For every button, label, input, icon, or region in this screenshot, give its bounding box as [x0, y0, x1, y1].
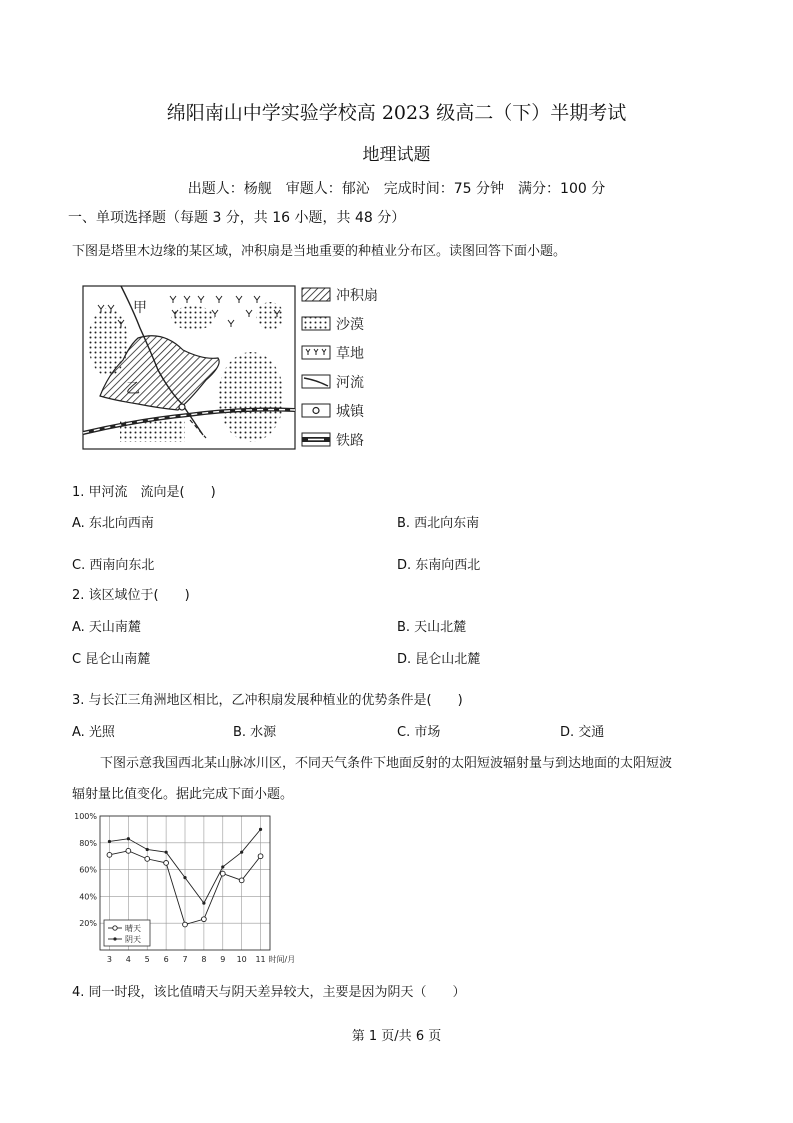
question-1-stem: 1. 甲河流 流向是( ) — [72, 485, 216, 500]
question-2-option-d[interactable]: D. 昆仑山北麓 — [397, 652, 481, 667]
x-tick-label: 11 — [255, 955, 266, 964]
section-heading: 一、单项选择题（每题 3 分，共 16 小题，共 48 分） — [68, 210, 406, 226]
legend-swatch-desert — [302, 317, 330, 330]
legend-label: 铁路 — [336, 433, 364, 449]
question-4-stem: 4. 同一时段，该比值晴天与阴天差异较大，主要是因为阴天（ ） — [72, 985, 466, 1000]
legend-swatch-fan — [302, 288, 330, 301]
data-point-sunny — [145, 856, 150, 861]
map-legend — [302, 287, 378, 449]
legend-label: 冲积扇 — [336, 288, 378, 304]
question-2-option-c[interactable]: C 昆仑山南麓 — [72, 652, 151, 667]
label-yi: 乙 — [126, 381, 140, 397]
question-3-stem: 3. 与长江三角洲地区相比，乙冲积扇发展种植业的优势条件是( ) — [72, 693, 463, 708]
x-tick-label: 6 — [163, 955, 169, 964]
y-tick-label: 80% — [79, 838, 97, 848]
legend-label: 城镇 — [336, 404, 364, 420]
x-tick-label: 5 — [144, 955, 150, 964]
intro-text: 下图是塔里木边缘的某区域，冲积扇是当地重要的种植业分布区。读图回答下面小题。 — [72, 244, 567, 259]
x-tick-label: 7 — [182, 955, 188, 964]
x-axis-label: 时间/月 — [268, 955, 296, 964]
y-tick-label: 60% — [79, 865, 97, 875]
legend-marker-sunny — [113, 926, 117, 930]
data-point-overcast — [259, 828, 262, 831]
data-point-overcast — [127, 837, 130, 840]
legend-label-overcast: 阴天 — [125, 935, 141, 944]
data-point-overcast — [221, 865, 224, 868]
question-1-option-b[interactable]: B. 西北向东南 — [397, 516, 480, 531]
question-3-option-b[interactable]: B. 水源 — [233, 725, 277, 740]
data-point-sunny — [258, 854, 263, 859]
town-symbol — [179, 404, 185, 410]
intro2-line1: 下图示意我国西北某山脉冰川区，不同天气条件下地面反射的太阳短波辐射量与到达地面的太阳短波 — [100, 756, 673, 771]
question-2-option-a[interactable]: A. 天山南麓 — [72, 620, 141, 635]
intro2-line2: 辐射量比值变化。据此完成下面小题。 — [72, 787, 294, 802]
data-point-overcast — [108, 840, 111, 843]
data-point-sunny — [239, 878, 244, 883]
x-tick-label: 9 — [220, 955, 226, 964]
map-figure — [78, 280, 388, 455]
x-tick-label: 10 — [236, 955, 247, 964]
legend-marker-overcast — [113, 937, 116, 940]
legend-label-sunny: 晴天 — [125, 924, 141, 933]
exam-info: 出题人：杨舰 审题人：郁沁 完成时间：75 分钟 满分：100 分 — [187, 181, 606, 197]
exam-title: 绵阳南山中学实验学校高 2023 级高二（下）半期考试 — [166, 102, 627, 124]
data-point-sunny — [107, 852, 112, 857]
question-2-stem: 2. 该区域位于( ) — [72, 588, 190, 603]
data-point-sunny — [201, 917, 206, 922]
x-tick-label: 4 — [125, 955, 131, 964]
data-point-sunny — [126, 848, 131, 853]
question-3-option-d[interactable]: D. 交通 — [560, 725, 605, 740]
data-point-overcast — [146, 848, 149, 851]
x-tick-label: 3 — [106, 955, 112, 964]
line-chart — [68, 808, 308, 970]
data-point-sunny — [220, 871, 225, 876]
question-3-option-c[interactable]: C. 市场 — [397, 725, 441, 740]
desert-area-north — [171, 306, 215, 330]
data-point-overcast — [183, 876, 186, 879]
question-3-option-a[interactable]: A. 光照 — [72, 725, 115, 740]
legend-label: 草地 — [336, 346, 364, 362]
label-jia: 甲 — [133, 300, 147, 316]
y-tick-label: 40% — [79, 892, 97, 902]
legend-label: 河流 — [336, 375, 364, 391]
data-point-overcast — [165, 851, 168, 854]
desert-area-northeast — [256, 302, 284, 330]
data-point-overcast — [202, 902, 205, 905]
y-tick-label: 20% — [79, 919, 97, 929]
legend-label: 沙漠 — [336, 317, 364, 333]
exam-subject: 地理试题 — [362, 145, 431, 165]
x-tick-label: 8 — [201, 955, 207, 964]
page-footer: 第 1 页/共 6 页 — [351, 1029, 442, 1044]
y-tick-label: 100% — [74, 812, 97, 821]
desert-area-east — [218, 352, 284, 442]
data-point-overcast — [240, 851, 243, 854]
question-2-option-b[interactable]: B. 天山北麓 — [397, 620, 467, 635]
question-1-option-a[interactable]: A. 东北向西南 — [72, 516, 154, 531]
data-point-sunny — [183, 922, 188, 927]
question-1-option-c[interactable]: C. 西南向东北 — [72, 558, 155, 573]
data-point-sunny — [164, 861, 169, 866]
question-1-option-d[interactable]: D. 东南向西北 — [397, 558, 481, 573]
